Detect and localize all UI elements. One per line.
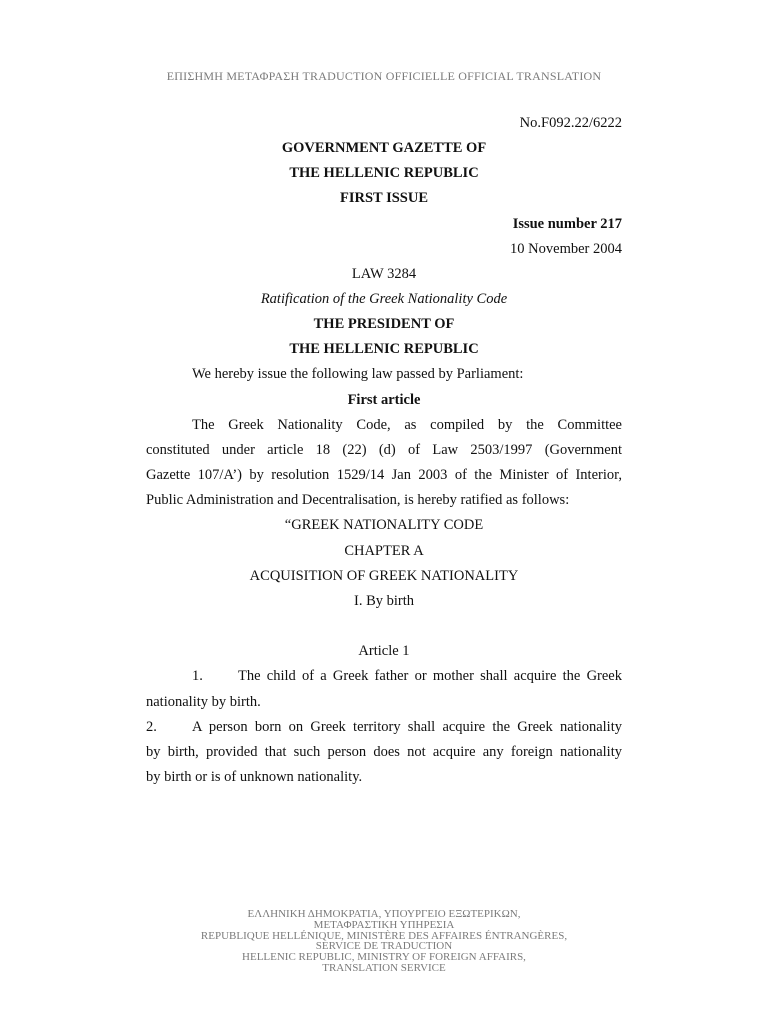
footer-line-1: ΕΛΛΗΝΙΚΗ ΔΗΜΟΚΡΑΤΙΑ, ΥΠΟΥΡΓΕΙΟ ΕΞΩΤΕΡΙΚΩΝ, [247,908,521,920]
law-subtitle: Ratification of the Greek Nationality Code [260,291,508,307]
reference-number: No.F092.22/6222 [519,115,622,131]
item-1-text-line-1: The child of a Greek father or mother shall acquire the Greek [238,668,622,684]
footer-line-5: HELLENIC REPUBLIC, MINISTRY OF FOREIGN AFFAIRS, [242,951,526,964]
article-heading: Article 1 [358,643,410,659]
chapter-heading: CHAPTER A [344,543,424,559]
issue-number: Issue number 217 [512,216,622,232]
item-2-text-line-2: by birth, provided that such person does not acquire any foreign nationality [146,744,622,760]
law-number: LAW 3284 [351,266,417,282]
issue-date: 10 November 2004 [510,241,622,257]
chapter-title: ACQUISITION OF GREEK NATIONALITY [249,568,519,584]
item-2-number: 2. [146,719,157,735]
item-2-text-line-3: by birth or is of unknown nationality. [146,769,363,785]
president-line-1: THE PRESIDENT OF [313,316,455,332]
footer-line-4: SERVICE DE TRADUCTION [315,940,453,953]
gazette-title-line-2: THE HELLENIC REPUBLIC [289,165,479,181]
translation-service-footer [0,909,768,974]
paragraph-line-3: Gazette 107/A’) by resolution 1529/14 Jan 2003 of the Minister of Interior, [146,467,622,483]
footer-line-2: ΜΕΤΑΦΡΑΣΤΙΚΗ ΥΠΗΡΕΣΙΑ [313,918,455,931]
translation-banner: ΕΠΙΣΗΜΗ ΜΕΤΑΦΡΑΣΗ TRADUCTION OFFICIELLE OFFICIAL TRANSLATION [166,69,602,83]
item-1-number: 1. [192,668,203,684]
first-article-heading: First article [347,392,421,408]
item-2-text-line-1: A person born on Greek territory shall acquire the Greek nationality [192,719,622,735]
intro-text: We hereby issue the following law passed by Parliament: [192,366,524,382]
code-title: “GREEK NATIONALITY CODE [284,517,484,533]
section-heading: I. By birth [353,593,414,609]
gazette-title-line-1: GOVERNMENT GAZETTE OF [281,140,487,156]
president-line-2: THE HELLENIC REPUBLIC [289,341,479,357]
paragraph-line-1: The Greek Nationality Code, as compiled by the Committee [192,417,622,433]
footer-line-3: REPUBLIQUE HELLÉNIQUE, MINISTÈRE DES AFFAIRES ÉNTRANGÈRES, [200,929,568,942]
footer-line-6: TRANSLATION SERVICE [322,961,446,974]
item-1-text-line-2: nationality by birth. [146,694,261,710]
paragraph-line-4: Public Administration and Decentralisation, is hereby ratified as follows: [146,492,570,508]
paragraph-line-2: constituted under article 18 (22) (d) of Law 2503/1997 (Government [146,442,622,458]
gazette-title-line-3: FIRST ISSUE [340,190,428,206]
